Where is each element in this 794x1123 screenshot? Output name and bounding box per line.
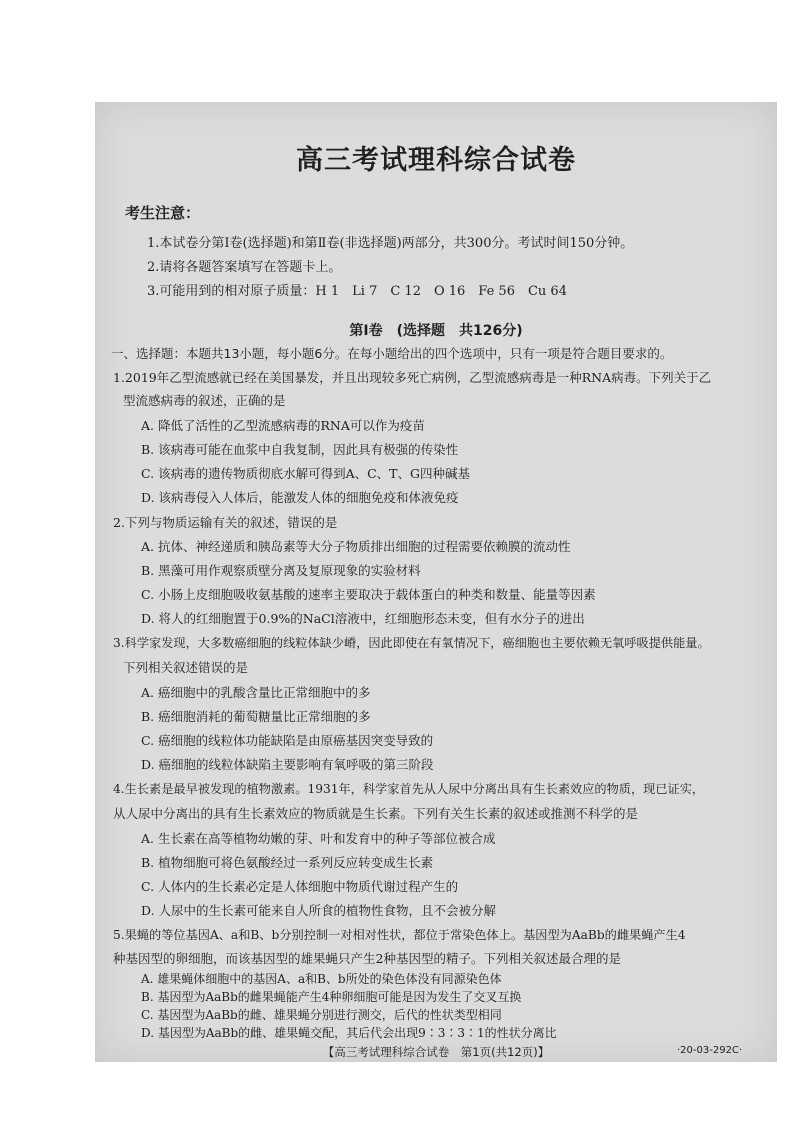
answer-option: B. 该病毒可能在血浆中自我复制，因此具有极强的传染性 (141, 442, 459, 457)
answer-option: D. 人尿中的生长素可能来自人所食的植物性食物，且不会被分解 (141, 903, 497, 918)
question-stem: 从人尿中分离出的具有生长素效应的物质就是生长素。下列有关生长素的叙述或推测不科学的是 (113, 806, 639, 821)
answer-option: A. 生长素在高等植物幼嫩的芽、叶和发育中的种子等部位被合成 (141, 831, 496, 846)
exam-title: 高三考试理科综合试卷 (296, 145, 576, 176)
notice-item: 1.本试卷分第Ⅰ卷(选择题)和第Ⅱ卷(非选择题)两部分，共300分。考试时间150分钟。 (147, 236, 634, 251)
answer-option: C. 癌细胞的线粒体功能缺陷是由原癌基因突变导致的 (141, 733, 434, 748)
answer-option: B. 植物细胞可将色氨酸经过一系列反应转变成生长素 (141, 855, 434, 870)
answer-option: A. 降低了活性的乙型流感病毒的RNA可以作为疫苗 (141, 418, 425, 433)
answer-option: B. 癌细胞消耗的葡萄糖量比正常细胞的多 (141, 709, 371, 724)
answer-option: C. 小肠上皮细胞吸收氨基酸的速率主要取决于载体蛋白的种类和数量、能量等因素 (141, 587, 596, 602)
answer-option: D. 将人的红细胞置于0.9%的NaCl溶液中，红细胞形态未变，但有水分子的进出 (141, 611, 585, 626)
answer-option: D. 基因型为AaBb的雌、雄果蝇交配，其后代会出现9∶3∶3∶1的性状分离比 (141, 1026, 557, 1040)
question-stem: 1.2019年乙型流感就已经在美国暴发，并且出现较多死亡病例，乙型流感病毒是一种RNA病毒。下列关于乙 (113, 370, 712, 385)
question-stem: 型流感病毒的叙述，正确的是 (123, 393, 286, 408)
answer-option: A. 抗体、神经递质和胰岛素等大分子物质排出细胞的过程需要依赖膜的流动性 (141, 539, 571, 554)
answer-option: B. 基因型为AaBb的雌果蝇能产生4种卵细胞可能是因为发生了交叉互换 (141, 990, 522, 1004)
answer-option: C. 基因型为AaBb的雌、雄果蝇分别进行测交，后代的性状类型相同 (141, 1008, 502, 1022)
question-stem: 2.下列与物质运输有关的叙述，错误的是 (113, 515, 338, 530)
answer-option: A. 癌细胞中的乳酸含量比正常细胞中的多 (141, 685, 371, 700)
exam-page (95, 102, 777, 1062)
answer-option: A. 雄果蝇体细胞中的基因A、a和B、b所处的染色体没有同源染色体 (141, 972, 502, 986)
page-footer: 【高三考试理科综合试卷 第1页(共12页)】 (322, 1045, 550, 1059)
section-title: 第Ⅰ卷 (选择题 共126分) (349, 323, 523, 339)
notice-heading: 考生注意： (125, 204, 201, 222)
question-stem: 5.果蝇的等位基因A、a和B、b分别控制一对相对性状，都位于常染色体上。基因型为AaBb的雌果蝇产生4 (113, 928, 686, 942)
question-stem: 种基因型的卵细胞，而该基因型的雄果蝇只产生2种基因型的精子。下列相关叙述最合理的是 (113, 951, 621, 966)
answer-option: D. 该病毒侵入人体后，能激发人体的细胞免疫和体液免疫 (141, 490, 459, 505)
notice-item: 2.请将各题答案填写在答题卡上。 (147, 260, 342, 275)
answer-option: B. 黑藻可用作观察质壁分离及复原现象的实验材料 (141, 563, 421, 578)
answer-option: C. 人体内的生长素必定是人体细胞中物质代谢过程产生的 (141, 879, 459, 894)
question-stem: 3.科学家发现，大多数癌细胞的线粒体缺少嵴，因此即使在有氧情况下，癌细胞也主要依赖无氧呼吸提供能量。 (113, 636, 710, 650)
question-stem: 4.生长素是最早被发现的植物激素。1931年，科学家首先从人尿中分离出具有生长素效应的物质，现已证实， (113, 782, 705, 796)
exam-code: ·20-03-292C· (677, 1045, 743, 1056)
answer-option: C. 该病毒的遗传物质彻底水解可得到A、C、T、G四种碱基 (141, 466, 470, 481)
section-intro: 一、选择题：本题共13小题，每小题6分。在每小题给出的四个选项中，只有一项是符合题目要求的。 (111, 346, 673, 361)
notice-item: 3.可能用到的相对原子质量：H 1 Li 7 C 12 O 16 Fe 56 Cu 64 (147, 284, 567, 299)
question-stem: 下列相关叙述错误的是 (123, 660, 249, 675)
answer-option: D. 癌细胞的线粒体缺陷主要影响有氧呼吸的第三阶段 (141, 757, 434, 772)
